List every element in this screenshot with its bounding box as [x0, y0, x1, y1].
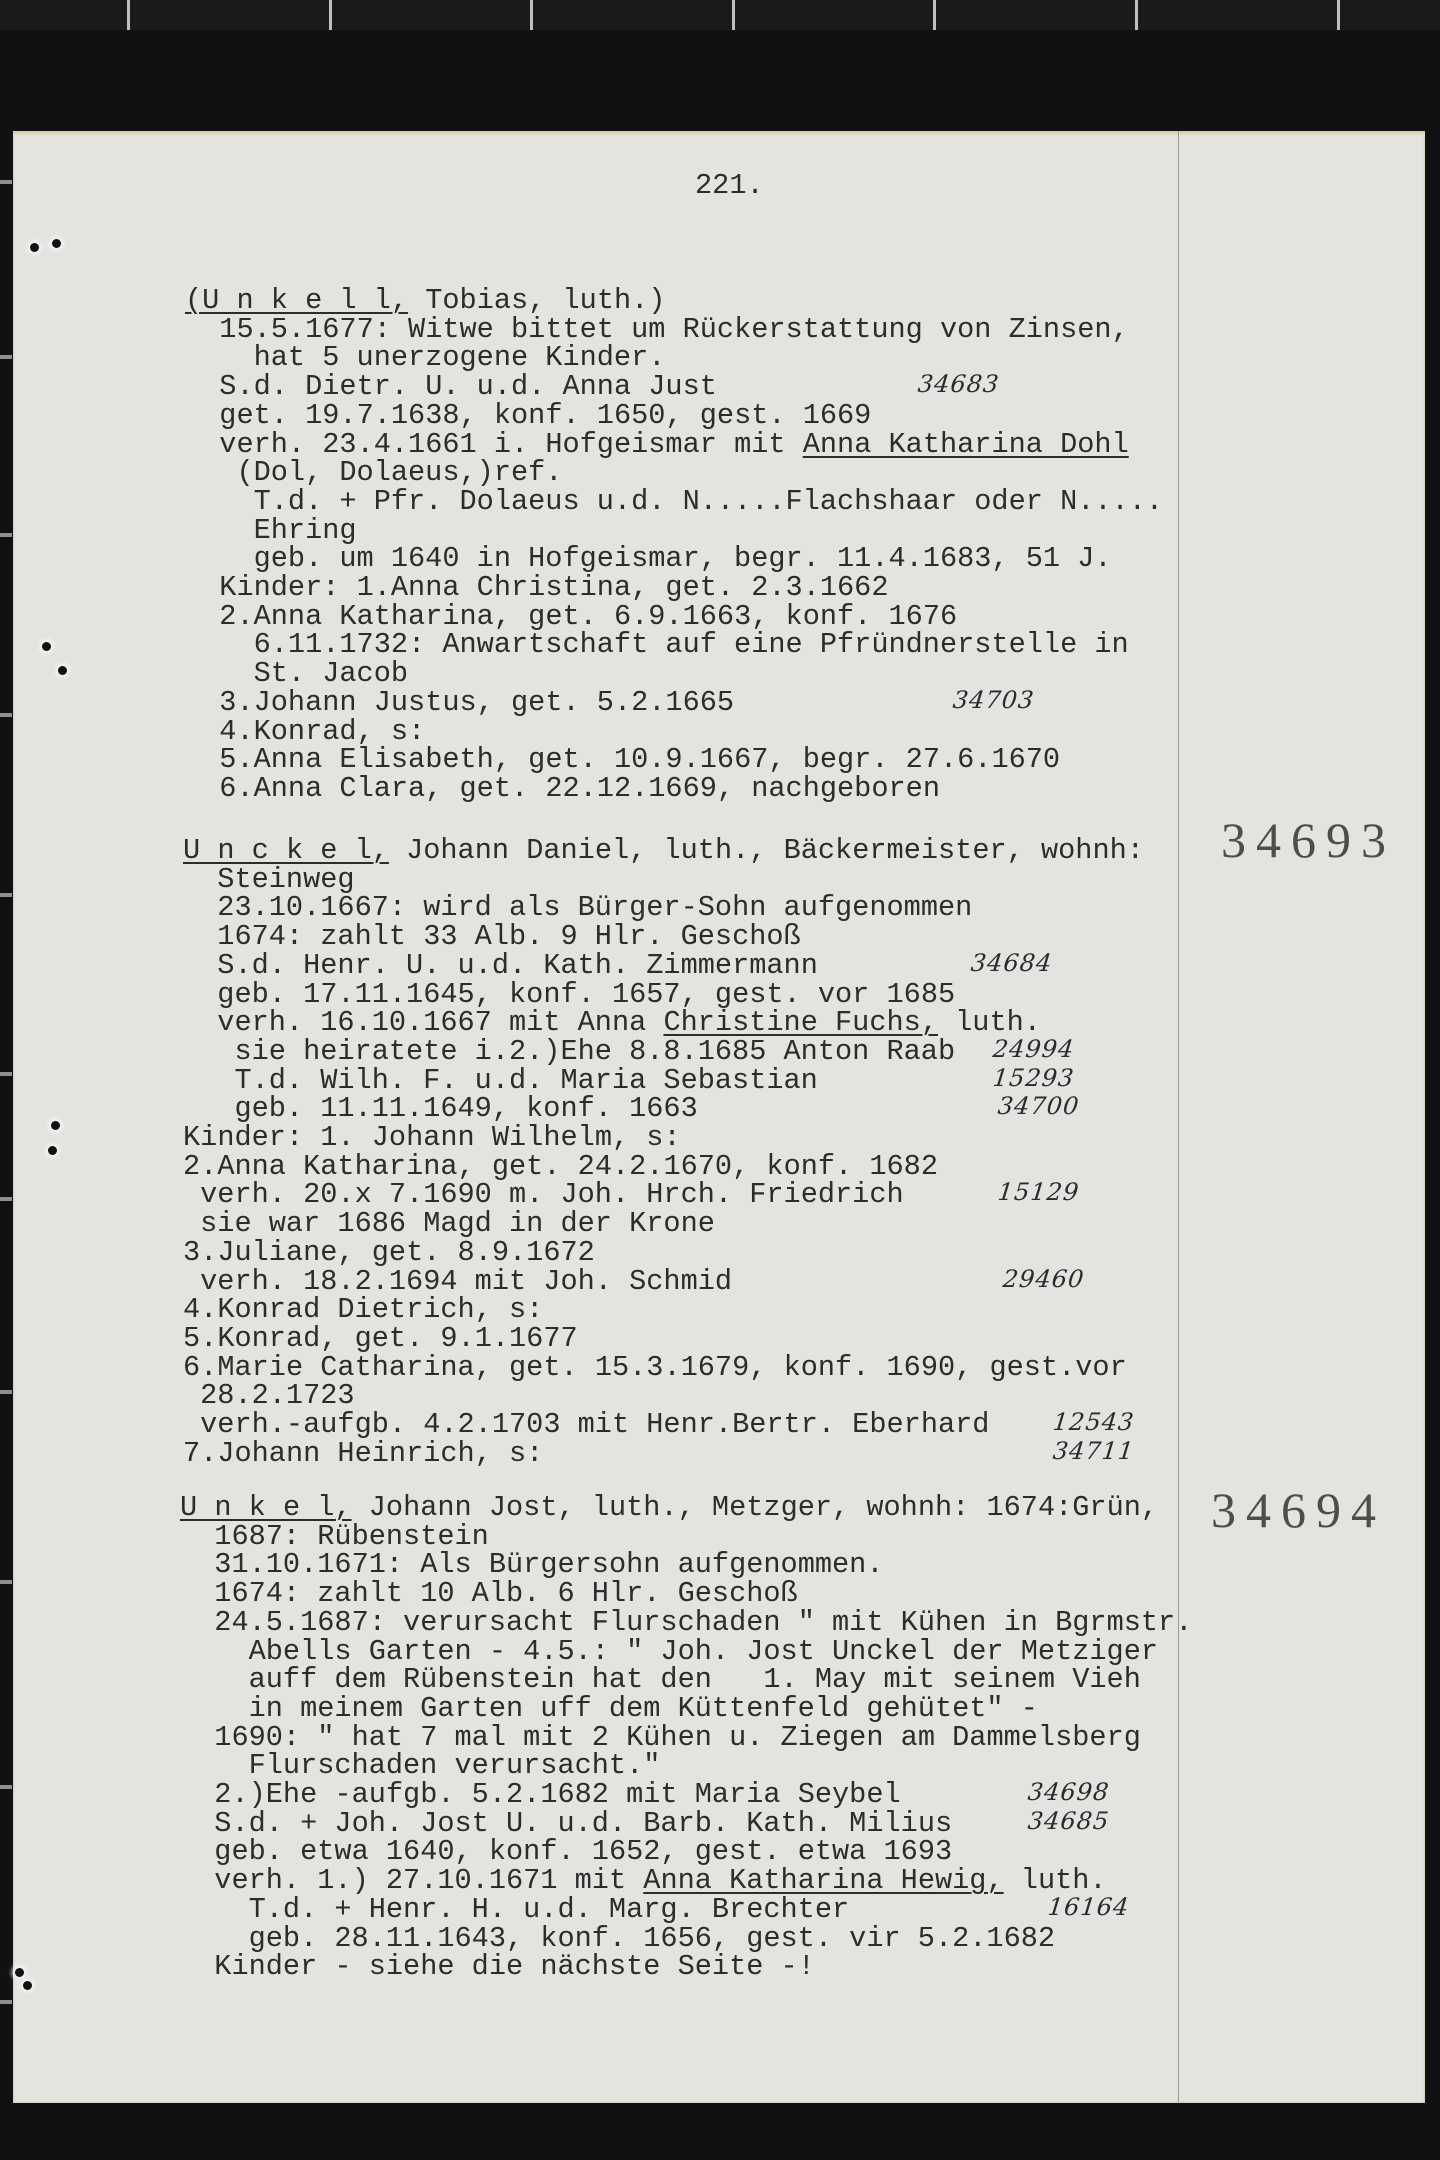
- text-line: Kinder: 1.Anna Christina, get. 2.3.1662: [219, 571, 889, 604]
- text-line: T.d. + Pfr. Dolaeus u.d. N.....Flachshaar oder N.....: [253, 484, 1164, 518]
- punch-hole-icon: [48, 1146, 57, 1155]
- frame-tick: [933, 0, 936, 30]
- text-line: 1674: zahlt 10 Alb. 6 Hlr. Geschoß: [214, 1577, 798, 1611]
- page-number: 221.: [695, 169, 764, 202]
- text-line: [217, 1006, 1041, 1040]
- handwritten-reference-number: 34698: [1026, 1778, 1111, 1806]
- punch-hole-icon: [58, 666, 67, 675]
- punch-hole-icon: [15, 1968, 24, 1977]
- punch-hole-icon: [51, 1121, 60, 1130]
- text-line: [180, 1493, 1158, 1522]
- edge-mark: [0, 1072, 12, 1076]
- edge-mark: [0, 1390, 12, 1394]
- edge-mark: [0, 713, 12, 717]
- text-line: in meinem Garten uff dem Küttenfeld gehütet" -: [248, 1691, 1038, 1725]
- punch-hole-icon: [42, 642, 51, 651]
- edge-mark: [0, 1197, 12, 1201]
- underlined-name: (U n k e l l,: [185, 284, 409, 317]
- text-line: 4.Konrad Dietrich, s:: [183, 1293, 544, 1327]
- text-line: S.d. + Joh. Jost U. u.d. Barb. Kath. Milius: [214, 1806, 953, 1840]
- handwritten-reference-number: 34685: [1026, 1806, 1111, 1835]
- text-line: [183, 836, 1144, 865]
- text-line: geb. 28.11.1643, konf. 1656, gest. vir 5.2.1682: [248, 1921, 1056, 1955]
- handwritten-reference-number: 34711: [1051, 1436, 1136, 1465]
- frame-tick: [530, 0, 533, 30]
- text-line: sie war 1686 Magd in der Krone: [200, 1207, 715, 1241]
- text-line: hat 5 unerzogene Kinder.: [253, 341, 666, 375]
- text-line: S.d. Henr. U. u.d. Kath. Zimmermann: [217, 948, 818, 982]
- text-span: verh. 1.) 27.10.1671 mit: [214, 1864, 644, 1898]
- frame-tick: [732, 0, 735, 30]
- text-line: geb. um 1640 in Hofgeismar, begr. 11.4.1683, 51 J.: [253, 542, 1112, 576]
- text-line: 4.Konrad, s:: [219, 714, 426, 748]
- text-line: 1690: " hat 7 mal mit 2 Kühen u. Ziegen am Dammelsberg: [214, 1720, 1141, 1754]
- text-line: 23.10.1667: wird als Bürger-Sohn aufgenommen: [217, 891, 973, 925]
- text-line: 2.Anna Katharina, get. 6.9.1663, konf. 1676: [219, 599, 958, 633]
- handwritten-reference-number: 16164: [1046, 1892, 1131, 1921]
- edge-mark: [0, 1785, 12, 1789]
- text-line: St. Jacob: [253, 657, 409, 691]
- frame-tick: [127, 0, 130, 30]
- text-line: verh. 18.2.1694 mit Joh. Schmid: [200, 1264, 733, 1298]
- document-page: [13, 131, 1425, 2103]
- text-span: Johann Jost, luth., Metzger, wohnh: 1674:Grün,: [351, 1491, 1159, 1524]
- handwritten-reference-number: 34703: [951, 685, 1036, 714]
- edge-mark: [0, 893, 12, 897]
- text-line: sie heiratete i.2.)Ehe 8.8.1685 Anton Raab: [234, 1034, 956, 1068]
- edge-mark: [0, 533, 12, 537]
- text-line: T.d. Wilh. F. u.d. Maria Sebastian: [234, 1063, 818, 1097]
- text-line: 31.10.1671: Als Bürgersohn aufgenommen.: [214, 1548, 884, 1582]
- punch-hole-icon: [52, 239, 61, 248]
- handwritten-reference-number: 12543: [1051, 1408, 1136, 1436]
- text-line: verh.-aufgb. 4.2.1703 mit Henr.Bertr. Eberhard: [200, 1408, 990, 1441]
- text-line: 1687: Rübenstein: [214, 1519, 489, 1553]
- frame-tick: [1337, 0, 1340, 30]
- frame-tick: [1135, 0, 1138, 30]
- underlined-name: Anna Katharina Dohl: [802, 427, 1129, 461]
- text-line: Abells Garten - 4.5.: " Joh. Jost Unckel der Metziger: [248, 1634, 1159, 1668]
- margin-divider-line: [1178, 131, 1179, 2103]
- text-span: Johann Daniel, luth., Bäckermeister, wohnh:: [388, 834, 1144, 867]
- text-line: 5.Konrad, get. 9.1.1677: [183, 1321, 578, 1355]
- text-line: verh. 20.x 7.1690 m. Joh. Hrch. Friedrich: [200, 1178, 904, 1212]
- handwritten-reference-number: 34683: [916, 370, 1001, 399]
- text-line: 24.5.1687: verursacht Flurschaden " mit Kühen in Bgrmstr.: [214, 1605, 1193, 1639]
- text-span: luth.: [937, 1006, 1041, 1040]
- text-line: [214, 1864, 1107, 1898]
- text-line: 5.Anna Elisabeth, get. 10.9.1667, begr. 27.6.1670: [219, 743, 1061, 777]
- text-line: 6.Marie Catharina, get. 15.3.1679, konf. 1690, gest.vor: [183, 1350, 1127, 1384]
- edge-mark: [0, 2000, 12, 2004]
- text-line: 2.)Ehe -aufgb. 5.2.1682 mit Maria Seybel: [214, 1778, 901, 1811]
- text-line: [185, 286, 665, 315]
- text-span: Tobias, luth.): [408, 284, 666, 317]
- text-line: Kinder - siehe die nächste Seite -!: [214, 1950, 815, 1984]
- text-line: 7.Johann Heinrich, s:: [183, 1436, 544, 1470]
- handwritten-reference-number: 15129: [996, 1178, 1081, 1207]
- text-line: 1674: zahlt 33 Alb. 9 Hlr. Geschoß: [217, 920, 801, 954]
- text-line: get. 19.7.1638, konf. 1650, gest. 1669: [219, 398, 872, 432]
- handwritten-reference-number: 24994: [991, 1034, 1076, 1063]
- handwritten-reference-number: 15293: [991, 1063, 1076, 1092]
- scanner-frame-top: [0, 0, 1440, 30]
- text-span: luth.: [1003, 1864, 1107, 1898]
- text-line: [219, 427, 1129, 461]
- stamped-record-number: 34693: [1221, 812, 1396, 868]
- text-line: 3.Juliane, get. 8.9.1672: [183, 1235, 595, 1269]
- underlined-name: U n c k e l,: [183, 834, 389, 867]
- handwritten-reference-number: 34700: [996, 1092, 1081, 1121]
- text-line: (Dol, Dolaeus,)ref.: [236, 456, 563, 490]
- underlined-name: U n k e l,: [180, 1491, 352, 1524]
- text-line: Ehring: [253, 513, 357, 547]
- text-line: 28.2.1723: [200, 1379, 355, 1413]
- text-line: T.d. + Henr. H. u.d. Marg. Brechter: [248, 1892, 850, 1926]
- text-line: geb. 17.11.1645, konf. 1657, gest. vor 1685: [217, 977, 956, 1011]
- text-line: 15.5.1677: Witwe bittet um Rückerstattung von Zinsen,: [219, 312, 1129, 346]
- text-line: S.d. Dietr. U. u.d. Anna Just: [219, 370, 717, 404]
- text-line: 6.Anna Clara, get. 22.12.1669, nachgeboren: [219, 771, 940, 805]
- edge-mark: [0, 1580, 12, 1584]
- text-span: verh. 16.10.1667 mit Anna: [217, 1006, 664, 1040]
- underlined-name: Anna Katharina Hewig,: [643, 1864, 1004, 1898]
- text-line: 3.Johann Justus, get. 5.2.1665: [219, 685, 735, 719]
- text-line: 6.11.1732: Anwartschaft auf eine Pfründnerstelle in: [253, 628, 1129, 662]
- punch-hole-icon: [30, 243, 39, 252]
- text-span: verh. 23.4.1661 i. Hofgeismar mit: [219, 427, 803, 461]
- edge-mark: [0, 180, 12, 184]
- text-line: geb. 11.11.1649, konf. 1663: [234, 1092, 698, 1126]
- stamped-record-number: 34694: [1211, 1482, 1386, 1538]
- text-line: Steinweg: [217, 862, 355, 896]
- text-line: 2.Anna Katharina, get. 24.2.1670, konf. 1682: [183, 1149, 938, 1183]
- text-line: Kinder: 1. Johann Wilhelm, s:: [183, 1121, 681, 1154]
- underlined-name: Christine Fuchs,: [663, 1006, 938, 1040]
- edge-mark: [0, 355, 12, 359]
- handwritten-reference-number: 34684: [969, 948, 1054, 977]
- punch-hole-icon: [23, 1981, 32, 1990]
- text-line: geb. etwa 1640, konf. 1652, gest. etwa 1693: [214, 1835, 953, 1869]
- frame-tick: [329, 0, 332, 30]
- handwritten-reference-number: 29460: [1001, 1264, 1086, 1293]
- text-line: Flurschaden verursacht.": [248, 1749, 661, 1783]
- text-line: auff dem Rübenstein hat den 1. May mit seinem Vieh: [248, 1663, 1141, 1697]
